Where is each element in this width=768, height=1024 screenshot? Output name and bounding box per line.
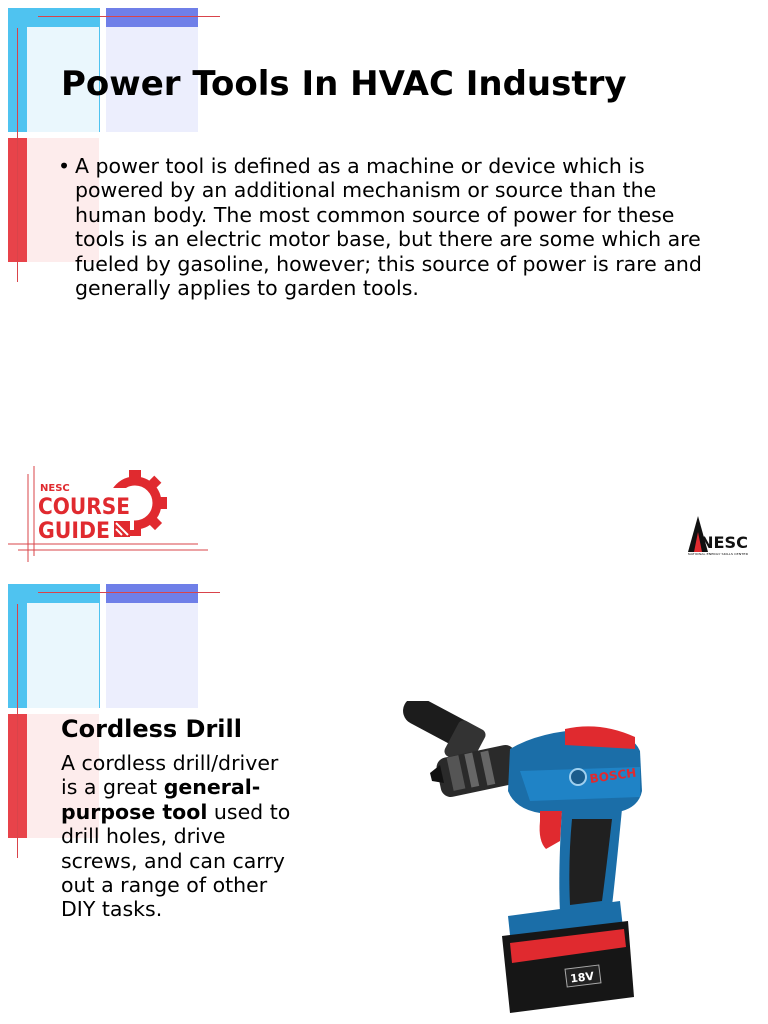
slide-title: Cordless Drill [61, 715, 242, 743]
deco-red-line-h [38, 16, 220, 17]
nesc-logo-subtext: NATIONAL ENERGY SKILLS CENTER [688, 552, 748, 556]
battery-voltage-label: 18V [569, 969, 595, 986]
bullet-list [58, 154, 718, 300]
course-logo-line1: COURSE [38, 495, 130, 520]
deco-red-line-v [17, 28, 18, 282]
nesc-logo-text: NESC [700, 533, 748, 552]
drill-description-part2: used to drill holes, drive screws, and can carry out a range of other DIY tasks. [61, 799, 291, 922]
slide-2 [0, 576, 768, 1024]
cordless-drill-image [390, 701, 660, 1024]
deco-purple-bar [106, 584, 198, 603]
course-guide-logo [8, 466, 208, 562]
deco-red-line-v [17, 604, 18, 858]
deco-light-blue-panel [27, 603, 99, 708]
nesc-logo [686, 512, 750, 556]
bullet-item: • A power tool is defined as a machine or device which is powered by an additional mechanism or source than the human body. The most common source of power for these tools is an electric motor base, but there are some which are fueled by gasoline, however; this source of power is rare and generally applies to garden tools. [58, 154, 718, 300]
slide-title: Power Tools In HVAC Industry [61, 64, 627, 104]
drill-brand-label: BOSCH [588, 765, 638, 786]
deco-lavender-panel [106, 603, 198, 708]
drill-trigger [540, 811, 562, 849]
deco-red-line-h [38, 592, 220, 593]
deco-purple-bar [106, 8, 198, 27]
drill-description-part1: A cordless drill/driver is a great [61, 751, 279, 800]
course-logo-small-text: NESC [40, 483, 70, 494]
course-logo-line2: GUIDE [38, 519, 110, 544]
drill-description [61, 751, 301, 922]
drill-description-bold: general-purpose tool [61, 775, 261, 824]
